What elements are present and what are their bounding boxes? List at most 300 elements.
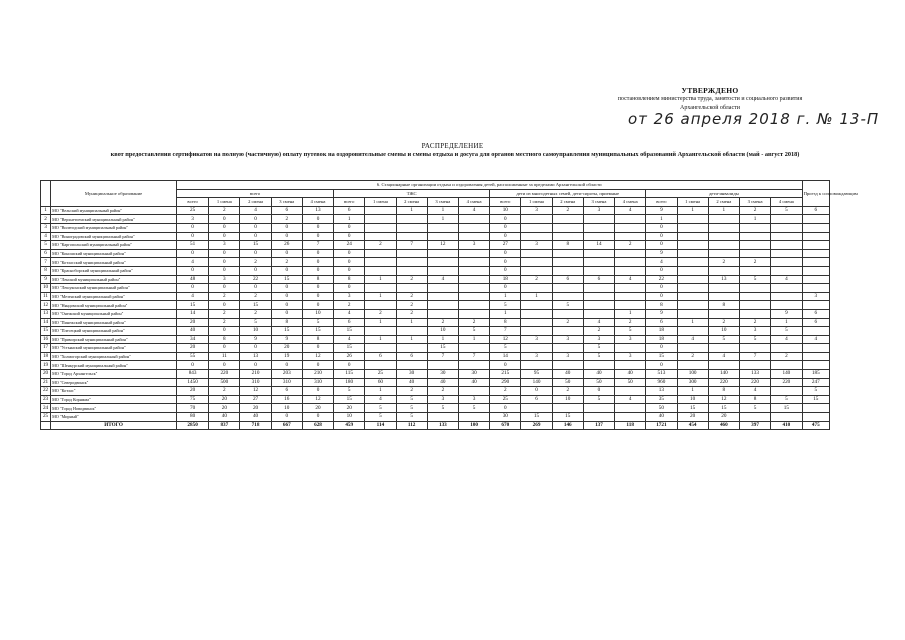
subheader-cell: 3 смена — [739, 198, 770, 207]
value-cell: 0 — [646, 241, 677, 250]
mo-name: МО "Мезенский муниципальный район" — [51, 292, 177, 301]
mo-name: МО "Ленский муниципальный район" — [51, 275, 177, 284]
value-cell: 1 — [458, 335, 489, 344]
value-cell — [427, 258, 458, 267]
value-cell — [739, 413, 770, 422]
value-cell: 19 — [271, 352, 302, 361]
document-subtitle: квот предоставления сертификатов на полную (частичную) оплату путевок на оздоровительные смены и смены отдыха и досуга для органов местного самоуправления муниципальных образований Архангельской области (май - август 2018) — [110, 151, 800, 158]
value-cell — [708, 215, 739, 224]
value-cell: 0 — [271, 249, 302, 258]
value-cell — [365, 361, 396, 370]
value-cell: 2 — [271, 258, 302, 267]
value-cell: 1 — [396, 318, 427, 327]
value-cell: 7 — [739, 352, 770, 361]
value-cell: 1 — [677, 318, 708, 327]
value-cell: 0 — [176, 266, 208, 275]
value-cell — [802, 404, 829, 413]
table-row — [41, 404, 830, 413]
table-row — [41, 370, 830, 379]
mo-name: МО "Пинежский муниципальный район" — [51, 318, 177, 327]
value-cell: 1 — [365, 292, 396, 301]
value-cell — [583, 361, 614, 370]
value-cell — [521, 301, 552, 310]
approval-block — [590, 86, 830, 113]
table-row — [41, 301, 830, 310]
value-cell — [708, 309, 739, 318]
value-cell: 7 — [396, 241, 427, 250]
value-cell: 0 — [209, 215, 240, 224]
mo-name: МО "Холмогорский муниципальный район" — [51, 352, 177, 361]
value-cell: 8 — [552, 241, 583, 250]
subheader-cell: 2 смена — [552, 198, 583, 207]
value-cell: 0 — [302, 258, 333, 267]
table-row — [41, 275, 830, 284]
row-number: 7 — [41, 258, 51, 267]
value-cell — [802, 413, 829, 422]
value-cell — [615, 215, 646, 224]
value-cell: 20 — [334, 404, 365, 413]
value-cell: 15 — [771, 404, 802, 413]
value-cell: 4 — [334, 309, 365, 318]
table-row — [41, 352, 830, 361]
value-cell: 6 — [334, 318, 365, 327]
value-cell: 0 — [240, 361, 271, 370]
row-number: 23 — [41, 395, 51, 404]
value-cell: 0 — [302, 266, 333, 275]
value-cell: 0 — [490, 215, 521, 224]
table-row — [41, 232, 830, 241]
value-cell: 80 — [176, 413, 208, 422]
value-cell — [677, 292, 708, 301]
value-cell: 2 — [271, 215, 302, 224]
value-cell: 7 — [490, 327, 521, 336]
value-cell: 3 — [176, 215, 208, 224]
value-cell — [677, 223, 708, 232]
value-cell: 0 — [521, 387, 552, 396]
value-cell — [521, 404, 552, 413]
value-cell: 185 — [802, 370, 829, 379]
value-cell: 95 — [521, 370, 552, 379]
value-cell: 30 — [396, 370, 427, 379]
table-row — [41, 318, 830, 327]
value-cell: 0 — [302, 292, 333, 301]
value-cell: 0 — [334, 361, 365, 370]
value-cell: 6 — [552, 275, 583, 284]
value-cell: 0 — [240, 344, 271, 353]
group-large-families: дети из многодетных семей, дети-сироты, приемные — [490, 189, 646, 198]
value-cell — [458, 215, 489, 224]
value-cell: 15 — [271, 275, 302, 284]
value-cell: 18 — [490, 275, 521, 284]
row-number: 19 — [41, 361, 51, 370]
value-cell: 8 — [708, 387, 739, 396]
value-cell: 50 — [583, 378, 614, 387]
value-cell — [365, 327, 396, 336]
value-cell: 2 — [209, 309, 240, 318]
value-cell: 8 — [708, 301, 739, 310]
value-cell: 40 — [615, 370, 646, 379]
subheader-cell: 4 смена — [302, 198, 333, 207]
value-cell: 960 — [646, 378, 677, 387]
value-cell — [802, 223, 829, 232]
value-cell — [802, 249, 829, 258]
value-cell: 50 — [646, 404, 677, 413]
mo-name: МО "Северодвинск" — [51, 378, 177, 387]
value-cell — [552, 249, 583, 258]
subheader-cell: 3 смена — [271, 198, 302, 207]
value-cell: 0 — [271, 232, 302, 241]
value-cell — [615, 266, 646, 275]
value-cell — [521, 361, 552, 370]
value-cell: 3 — [209, 241, 240, 250]
value-cell: 0 — [334, 249, 365, 258]
value-cell: 220 — [739, 378, 770, 387]
value-cell: 5 — [583, 344, 614, 353]
value-cell: 25 — [490, 395, 521, 404]
value-cell: 220 — [771, 378, 802, 387]
table-row — [41, 206, 830, 215]
table-row — [41, 327, 830, 336]
total-value: 100 — [458, 421, 489, 430]
value-cell: 2 — [240, 292, 271, 301]
value-cell — [615, 404, 646, 413]
mo-name: МО "Коношский муниципальный район" — [51, 249, 177, 258]
value-cell — [583, 223, 614, 232]
value-cell — [396, 327, 427, 336]
value-cell: 2 — [458, 318, 489, 327]
value-cell — [739, 284, 770, 293]
table-row — [41, 249, 830, 258]
value-cell: 1 — [427, 206, 458, 215]
value-cell: 3 — [521, 335, 552, 344]
table-row — [41, 284, 830, 293]
value-cell: 40 — [646, 413, 677, 422]
value-cell: 2 — [771, 352, 802, 361]
value-cell: 3 — [739, 327, 770, 336]
value-cell: 6 — [334, 206, 365, 215]
value-cell — [427, 223, 458, 232]
value-cell — [552, 327, 583, 336]
total-value: 454 — [677, 421, 708, 430]
value-cell — [771, 249, 802, 258]
row-number: 15 — [41, 327, 51, 336]
value-cell: 0 — [334, 284, 365, 293]
value-cell: 10 — [302, 309, 333, 318]
value-cell: 0 — [209, 361, 240, 370]
value-cell — [615, 284, 646, 293]
value-cell: 1 — [739, 215, 770, 224]
value-cell: 12 — [240, 387, 271, 396]
total-value: 459 — [334, 421, 365, 430]
value-cell: 2 — [615, 318, 646, 327]
value-cell: 12 — [302, 395, 333, 404]
row-number: 12 — [41, 301, 51, 310]
value-cell: 4 — [458, 206, 489, 215]
value-cell: 15 — [302, 327, 333, 336]
value-cell: 310 — [240, 378, 271, 387]
value-cell — [802, 327, 829, 336]
value-cell: 1 — [490, 309, 521, 318]
total-value: 137 — [583, 421, 614, 430]
value-cell: 8 — [271, 318, 302, 327]
value-cell: 4 — [771, 275, 802, 284]
value-cell — [396, 232, 427, 241]
value-cell: 9 — [646, 206, 677, 215]
value-cell — [802, 301, 829, 310]
subheader-cell: 1 смена — [365, 198, 396, 207]
table-row — [41, 258, 830, 267]
value-cell — [708, 292, 739, 301]
value-cell: 8 — [302, 275, 333, 284]
value-cell: 20 — [209, 404, 240, 413]
header-companion: Проезд к сопровождающим — [802, 181, 829, 207]
value-cell: 26 — [334, 352, 365, 361]
header-mo: Муниципальное образование — [51, 181, 177, 207]
value-cell: 14 — [583, 241, 614, 250]
value-cell: 40 — [583, 370, 614, 379]
value-cell: 1 — [365, 335, 396, 344]
value-cell: 0 — [302, 301, 333, 310]
value-cell: 0 — [646, 292, 677, 301]
value-cell — [521, 344, 552, 353]
value-cell — [552, 361, 583, 370]
value-cell: 20 — [176, 387, 208, 396]
value-cell: 9 — [646, 249, 677, 258]
value-cell — [771, 344, 802, 353]
value-cell: 20 — [209, 395, 240, 404]
table-row — [41, 361, 830, 370]
value-cell — [365, 344, 396, 353]
value-cell — [552, 266, 583, 275]
value-cell — [552, 284, 583, 293]
value-cell — [677, 258, 708, 267]
value-cell: 9 — [271, 335, 302, 344]
total-row — [41, 421, 830, 430]
value-cell: 10 — [240, 327, 271, 336]
value-cell — [708, 344, 739, 353]
value-cell: 100 — [677, 370, 708, 379]
row-number: 24 — [41, 404, 51, 413]
value-cell — [677, 344, 708, 353]
value-cell: 2 — [240, 258, 271, 267]
value-cell: 0 — [302, 284, 333, 293]
value-cell: 1 — [615, 309, 646, 318]
value-cell — [771, 266, 802, 275]
value-cell: 0 — [271, 284, 302, 293]
value-cell: 3 — [458, 395, 489, 404]
value-cell: 5 — [458, 404, 489, 413]
value-cell — [583, 404, 614, 413]
value-cell — [427, 249, 458, 258]
value-cell — [552, 292, 583, 301]
value-cell: 13 — [708, 275, 739, 284]
value-cell — [708, 361, 739, 370]
value-cell: 5 — [583, 395, 614, 404]
mo-name: МО "Верхнетоемский муниципальный район" — [51, 215, 177, 224]
handwritten-reference: от 26 апреля 2018 г. № 13-П — [628, 110, 880, 128]
value-cell — [677, 284, 708, 293]
value-cell: 0 — [490, 249, 521, 258]
value-cell: 30 — [490, 413, 521, 422]
value-cell: 220 — [708, 378, 739, 387]
value-cell — [427, 232, 458, 241]
value-cell: 40 — [209, 413, 240, 422]
value-cell: 18 — [646, 335, 677, 344]
value-cell: 2 — [209, 387, 240, 396]
value-cell: 1 — [365, 318, 396, 327]
value-cell: 20 — [271, 344, 302, 353]
value-cell: 0 — [490, 404, 521, 413]
value-cell: 3 — [615, 352, 646, 361]
total-value: 2850 — [176, 421, 208, 430]
value-cell: 0 — [583, 387, 614, 396]
value-cell: 2 — [209, 318, 240, 327]
mo-name: МО "Устьянский муниципальный район" — [51, 344, 177, 353]
value-cell: 215 — [490, 370, 521, 379]
value-cell — [396, 284, 427, 293]
value-cell: 50 — [615, 378, 646, 387]
value-cell — [458, 309, 489, 318]
value-cell: 9 — [240, 335, 271, 344]
value-cell — [739, 292, 770, 301]
value-cell — [583, 249, 614, 258]
value-cell: 4 — [583, 318, 614, 327]
value-cell — [802, 352, 829, 361]
value-cell: 5 — [802, 387, 829, 396]
value-cell — [396, 266, 427, 275]
approved-heading: УТВЕРЖДЕНО — [681, 86, 739, 95]
row-number: 3 — [41, 223, 51, 232]
value-cell — [365, 249, 396, 258]
value-cell — [458, 284, 489, 293]
value-cell: 0 — [209, 344, 240, 353]
value-cell — [396, 215, 427, 224]
value-cell: 0 — [334, 266, 365, 275]
value-cell: 0 — [302, 387, 333, 396]
value-cell — [521, 327, 552, 336]
mo-name: МО "Каргопольский муниципальный район" — [51, 241, 177, 250]
value-cell: 0 — [176, 232, 208, 241]
value-cell: 5 — [771, 395, 802, 404]
value-cell: 1 — [708, 206, 739, 215]
value-cell: 15 — [334, 327, 365, 336]
value-cell — [365, 223, 396, 232]
value-cell: 9 — [771, 309, 802, 318]
value-cell: 0 — [209, 232, 240, 241]
value-cell: 1450 — [176, 378, 208, 387]
value-cell: 5 — [708, 335, 739, 344]
row-number: 20 — [41, 370, 51, 379]
value-cell: 0 — [334, 232, 365, 241]
value-cell: 0 — [209, 284, 240, 293]
value-cell — [458, 292, 489, 301]
value-cell: 0 — [490, 361, 521, 370]
row-number: 25 — [41, 413, 51, 422]
value-cell — [583, 266, 614, 275]
value-cell: 2 — [739, 206, 770, 215]
value-cell: 6 — [583, 275, 614, 284]
row-number: 4 — [41, 232, 51, 241]
value-cell — [458, 249, 489, 258]
value-cell: 0 — [334, 258, 365, 267]
value-cell — [427, 309, 458, 318]
value-cell: 5 — [490, 301, 521, 310]
mo-name: МО "Город Новодвинск" — [51, 404, 177, 413]
value-cell: 7 — [427, 352, 458, 361]
value-cell — [458, 361, 489, 370]
value-cell — [521, 223, 552, 232]
value-cell: 0 — [176, 284, 208, 293]
value-cell: 4 — [708, 352, 739, 361]
value-cell: 0 — [271, 309, 302, 318]
quota-table — [40, 180, 858, 430]
value-cell — [521, 215, 552, 224]
value-cell: 7 — [458, 352, 489, 361]
value-cell: 7 — [302, 241, 333, 250]
value-cell — [427, 292, 458, 301]
value-cell: 310 — [271, 378, 302, 387]
value-cell: 300 — [677, 378, 708, 387]
value-cell: 50 — [552, 378, 583, 387]
value-cell: 0 — [209, 258, 240, 267]
mo-name: МО "Город Архангельск" — [51, 370, 177, 379]
row-number: 13 — [41, 309, 51, 318]
value-cell: 1 — [521, 292, 552, 301]
value-cell: 10 — [271, 404, 302, 413]
value-cell — [708, 284, 739, 293]
value-cell: 140 — [521, 378, 552, 387]
value-cell: 3 — [583, 206, 614, 215]
value-cell — [771, 301, 802, 310]
total-value: 718 — [240, 421, 271, 430]
value-cell — [615, 361, 646, 370]
value-cell: 2 — [583, 327, 614, 336]
document-title: РАСПРЕДЕЛЕНИЕ — [421, 142, 484, 150]
value-cell: 30 — [427, 370, 458, 379]
value-cell — [615, 232, 646, 241]
value-cell: 5 — [334, 387, 365, 396]
value-cell — [458, 266, 489, 275]
value-cell: 5 — [739, 275, 770, 284]
value-cell — [771, 258, 802, 267]
value-cell — [365, 206, 396, 215]
value-cell: 20 — [302, 404, 333, 413]
value-cell: 40 — [458, 378, 489, 387]
value-cell: 6 — [521, 395, 552, 404]
value-cell: 0 — [302, 413, 333, 422]
table-row — [41, 395, 830, 404]
subheader-cell: 1 смена — [677, 198, 708, 207]
value-cell: 3 — [209, 275, 240, 284]
value-cell: 0 — [646, 361, 677, 370]
value-cell: 15 — [271, 327, 302, 336]
value-cell — [521, 266, 552, 275]
value-cell: 5 — [771, 206, 802, 215]
value-cell: 0 — [490, 258, 521, 267]
value-cell: 0 — [209, 301, 240, 310]
value-cell — [552, 404, 583, 413]
value-cell — [583, 292, 614, 301]
value-cell: 2 — [240, 309, 271, 318]
total-value: 410 — [771, 421, 802, 430]
value-cell: 3 — [427, 395, 458, 404]
group-tzhs: ТЖС — [334, 189, 490, 198]
value-cell: 4 — [646, 258, 677, 267]
value-cell — [583, 413, 614, 422]
value-cell: 18 — [646, 327, 677, 336]
value-cell: 2 — [209, 206, 240, 215]
value-cell — [521, 309, 552, 318]
